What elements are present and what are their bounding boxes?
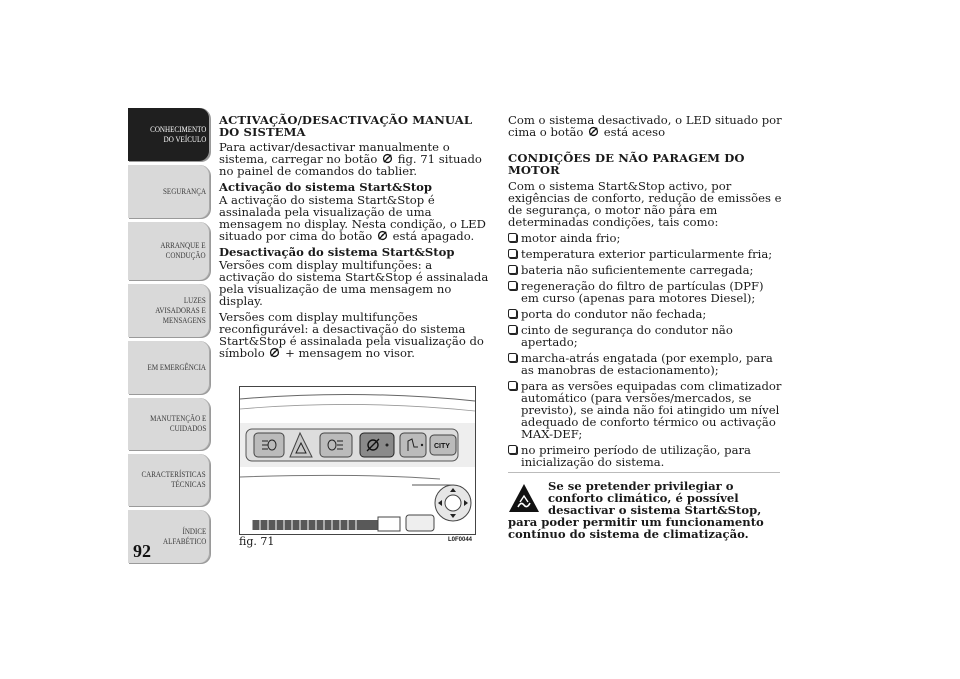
checkbox-bullet-icon (508, 309, 517, 318)
tab-seguranca[interactable]: SEGURANÇA (128, 165, 210, 218)
right-column (508, 114, 782, 472)
condition-item: marcha-atrás engatada (por exemplo, para as manobras de estacionamento); (508, 352, 782, 376)
start-stop-button (360, 433, 394, 457)
checkbox-bullet-icon (508, 233, 517, 242)
deactivation-paragraph-1: Versões com display multifunções: a activação do sistema Start&Stop é assinalada pela visualização de uma mensagem no display. (219, 258, 489, 308)
start-stop-button-icon (377, 230, 388, 241)
chapter-sidebar (128, 108, 210, 567)
tab-arranque[interactable]: ARRANQUE E CONDUÇÃO (128, 222, 210, 280)
checkbox-bullet-icon (508, 445, 517, 454)
conditions-intro: Com o sistema Start&Stop activo, por exigências de conforto, redução de emissões e de segurança, o motor não pára em determinadas condições, tais como: (508, 179, 782, 229)
deactivation-title: Desactivação do sistema Start&Stop (219, 245, 455, 259)
tab-manutencao[interactable]: MANUTENÇÃO E CUIDADOS (128, 398, 210, 450)
fog-light-button (254, 433, 284, 457)
condition-item: cinto de segurança do condutor não apertado; (508, 324, 782, 348)
dashboard-illustration (240, 387, 475, 534)
tab-conhecimento[interactable]: CONHECIMENTO DO VEÍCULO (128, 108, 210, 161)
left-column (219, 114, 491, 363)
checkbox-bullet-icon (508, 265, 517, 274)
warning-note: Se se pretender privilegiar o conforto climático, é possível desactivar o sistema Start&Stop, para poder permitir um funcionamento contínuo do sistema de climatização. (508, 472, 780, 540)
checkbox-bullet-icon (508, 249, 517, 258)
condition-item: bateria não suficientemente carregada; (508, 264, 782, 276)
condition-item: para as versões equipadas com climatizador automático (para versões/mercados, se previsto), se ainda não foi atingido um nível adequado de conforto térmico ou activação MAX-DEF; (508, 380, 782, 440)
checkbox-bullet-icon (508, 381, 517, 390)
checkbox-bullet-icon (508, 281, 517, 290)
dashboard-figure (239, 386, 476, 535)
start-stop-button-icon (269, 347, 280, 358)
intro-paragraph: Para activar/desactivar manualmente o sistema, carregar no botão fig. 71 situado no painel de comandos do tablier. (219, 140, 482, 178)
rear-fog-button (320, 433, 352, 457)
activation-title: Activação do sistema Start&Stop (219, 180, 433, 194)
tab-emergencia[interactable]: EM EMERGÊNCIA (128, 341, 210, 394)
led-paragraph: Com o sistema desactivado, o LED situado por cima o botão está aceso (508, 113, 782, 139)
condition-item: motor ainda frio; (508, 232, 782, 244)
condition-item: no primeiro período de utilização, para inicialização do sistema. (508, 444, 782, 468)
start-stop-button-icon (588, 126, 599, 137)
warning-triangle-icon (508, 482, 540, 514)
tab-caracteristicas[interactable]: CARACTERÍSTICAS TÉCNICAS (128, 454, 210, 506)
conditions-list (508, 232, 782, 468)
figure-caption: fig. 71 (239, 535, 275, 548)
city-button (430, 435, 456, 455)
section-heading: ACTIVAÇÃO/DESACTIVAÇÃO MANUAL DO SISTEMA (219, 113, 473, 139)
page-number: 92 (133, 541, 151, 561)
svg-text:CITY: CITY (434, 443, 450, 450)
activation-paragraph: A activação do sistema Start&Stop é assinalada pela visualização de uma mensagem no display. Nesta condição, o LED situado por cima do botão está apagado. (219, 193, 486, 243)
conditions-heading: CONDIÇÕES DE NÃO PARAGEM DO MOTOR (508, 151, 745, 177)
checkbox-bullet-icon (508, 325, 517, 334)
condition-item: temperatura exterior particularmente fria; (508, 248, 782, 260)
checkbox-bullet-icon (508, 353, 517, 362)
deactivation-paragraph-2: Versões com display multifunções reconfigurável: a desactivação do sistema Start&Stop é assinalada pela visualização do símbolo + mensagem no visor. (219, 310, 484, 360)
seat-button (400, 433, 426, 457)
start-stop-button-icon (382, 153, 393, 164)
tab-indice[interactable]: ÍNDICE ALFABÉTICO (128, 510, 210, 563)
figure-code: L0F0044 (448, 537, 473, 543)
condition-item: porta do condutor não fechada; (508, 308, 782, 320)
condition-item: regeneração do filtro de partículas (DPF) em curso (apenas para motores Diesel); (508, 280, 782, 304)
tab-luzes[interactable]: LUZES AVISADORAS E MENSAGENS (128, 284, 210, 337)
